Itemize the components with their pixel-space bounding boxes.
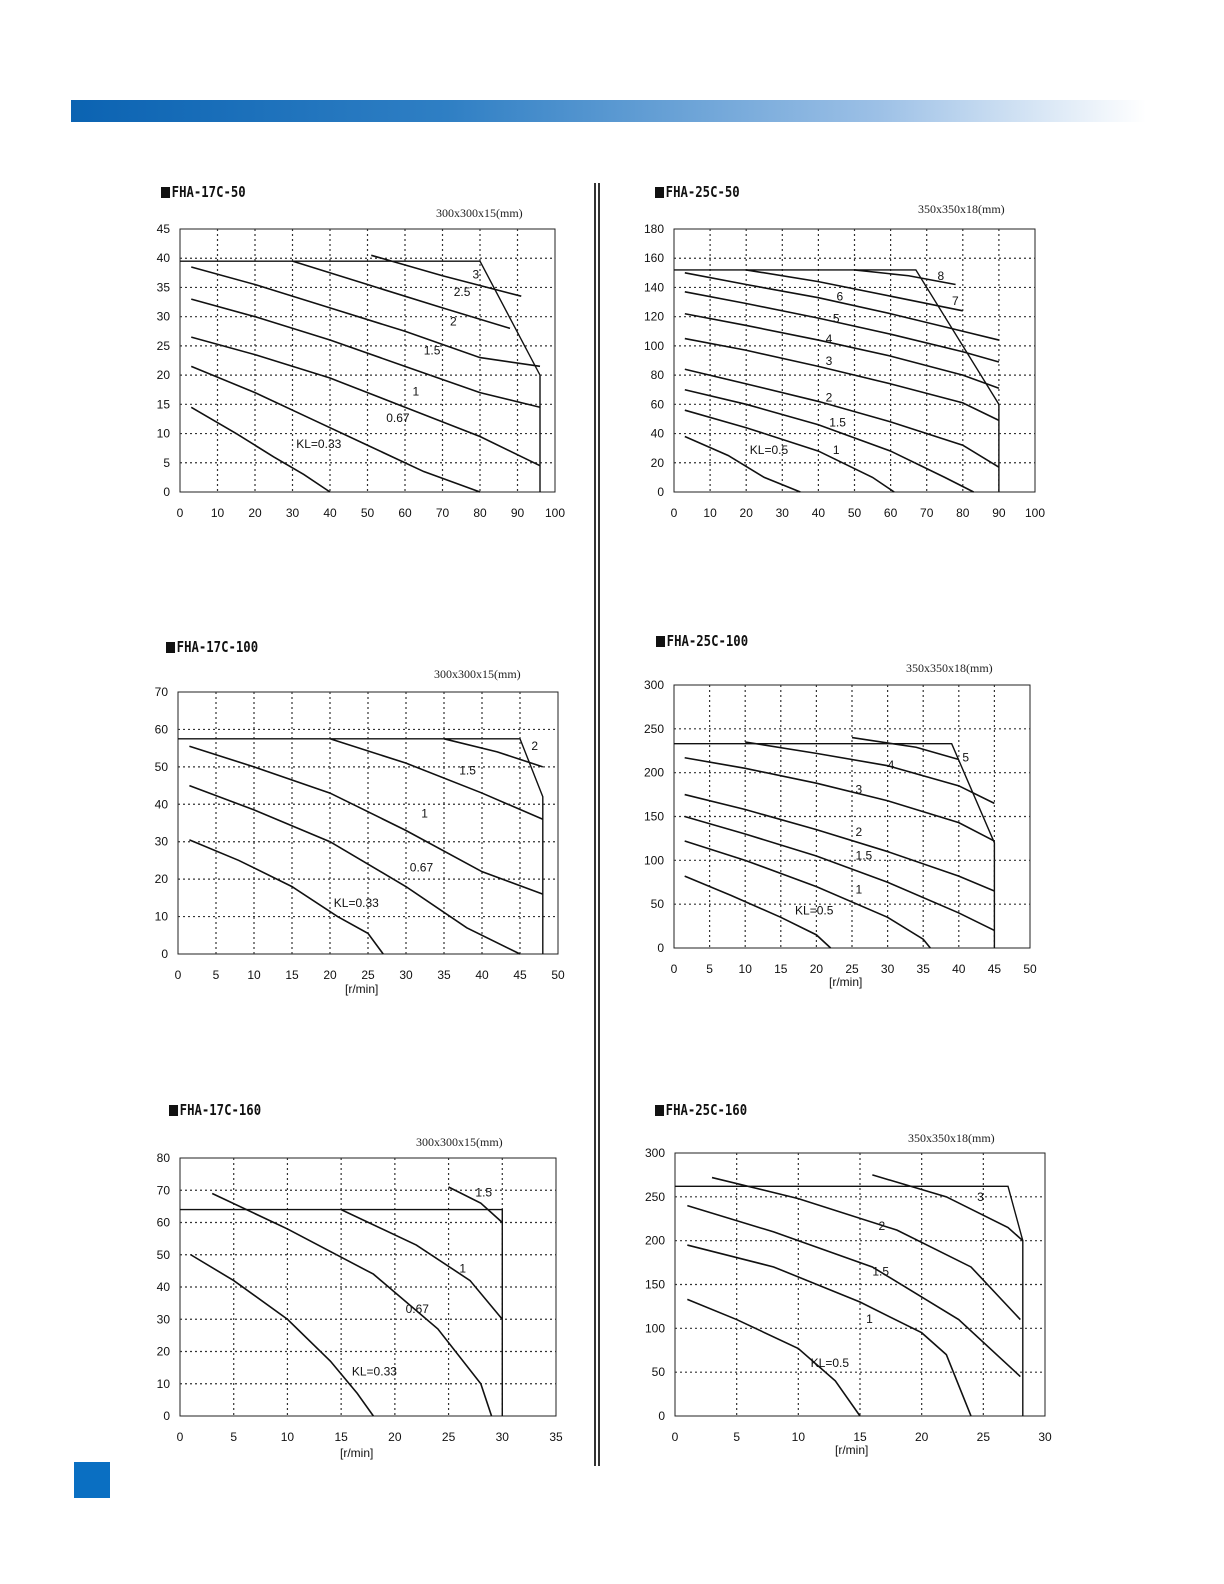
y-tick-label: 40	[154, 797, 168, 812]
y-tick-label: 200	[644, 1233, 665, 1248]
y-tick-label: 150	[644, 1277, 665, 1292]
y-tick-label: 30	[156, 309, 170, 324]
series-label: 5	[832, 311, 840, 326]
x-axis-label: [r/min]	[835, 1443, 869, 1457]
series-label: 6	[836, 289, 844, 304]
plot-frame	[674, 229, 1035, 492]
y-tick-label: 60	[156, 1215, 170, 1230]
series-line-3	[872, 1175, 1022, 1241]
x-tick-label: 10	[738, 962, 752, 976]
y-tick-label: 80	[156, 1151, 170, 1165]
series-label: 4	[887, 758, 895, 773]
x-tick-label: 15	[285, 968, 299, 982]
y-tick-label: 0	[161, 947, 168, 961]
plot-frame	[178, 692, 558, 954]
x-tick-label: 5	[212, 968, 220, 982]
y-tick-label: 40	[156, 1280, 170, 1294]
series-label: 1	[459, 1261, 467, 1276]
series-line-1	[685, 410, 894, 492]
y-tick-label: 10	[154, 909, 168, 924]
x-tick-label: 30	[1038, 1430, 1052, 1444]
series-line-5	[685, 289, 999, 362]
y-tick-label: 25	[156, 338, 170, 353]
x-tick-label: 30	[495, 1430, 509, 1444]
y-tick-label: 20	[650, 455, 664, 470]
series-line-4	[745, 742, 994, 803]
x-tick-label: 25	[845, 962, 859, 976]
x-tick-label: 10	[210, 506, 225, 520]
series-line-1	[687, 1245, 971, 1416]
y-tick-label: 10	[156, 426, 170, 441]
x-tick-label: 0	[671, 1430, 679, 1444]
x-tick-label: 20	[388, 1430, 402, 1444]
chart-title: FHA-25C-100	[656, 632, 748, 650]
x-tick-label: 0	[174, 968, 182, 982]
x-tick-label: 30	[285, 506, 300, 520]
column-divider-right-rule	[598, 183, 600, 1466]
series-label: 2	[450, 314, 457, 329]
series-line-5	[852, 738, 959, 760]
y-tick-label: 200	[643, 765, 664, 780]
series-label: 3	[472, 267, 480, 282]
series-line-1	[189, 746, 542, 894]
y-tick-label: 150	[643, 809, 664, 824]
y-tick-label: 50	[651, 1365, 665, 1380]
series-label: 1	[421, 806, 428, 821]
y-tick-label: 100	[643, 853, 664, 868]
x-tick-label: 100	[544, 506, 566, 520]
x-tick-label: 40	[475, 968, 489, 982]
y-tick-label: 100	[643, 338, 664, 353]
y-tick-label: 0	[163, 485, 170, 499]
x-tick-label: 0	[670, 506, 678, 520]
series-line-1.5	[449, 1187, 503, 1222]
y-tick-label: 140	[643, 280, 664, 295]
x-tick-label: 10	[247, 968, 261, 982]
series-line-1.5	[330, 739, 543, 819]
series-line-2	[712, 1178, 1020, 1320]
x-tick-label: 70	[920, 506, 934, 520]
y-tick-label: 0	[657, 485, 664, 499]
series-line-1.5	[685, 817, 995, 931]
series-line-3	[371, 255, 521, 296]
limit-line	[674, 744, 994, 948]
series-label: 1.5	[459, 763, 476, 778]
series-line-3	[685, 758, 995, 841]
y-tick-label: 60	[650, 397, 664, 412]
plot-frame	[675, 1153, 1045, 1416]
series-label: 1.5	[872, 1264, 890, 1279]
series-line-2	[685, 369, 999, 467]
series-line-8	[855, 270, 956, 285]
x-tick-label: 0	[670, 962, 678, 976]
y-tick-label: 180	[643, 222, 664, 236]
x-tick-label: 0	[176, 1430, 184, 1444]
x-tick-label: 5	[706, 962, 713, 976]
series-line-1	[191, 337, 540, 466]
series-line-1	[685, 841, 931, 948]
series-label: 2	[878, 1219, 886, 1234]
series-label: KL=0.5	[749, 443, 789, 458]
y-tick-label: 50	[650, 897, 664, 912]
x-tick-label: 70	[435, 506, 450, 520]
x-tick-label: 100	[1024, 506, 1046, 520]
x-tick-label: 40	[952, 962, 966, 976]
y-tick-label: 70	[154, 685, 168, 699]
x-tick-label: 20	[248, 506, 262, 520]
chart-title: FHA-17C-160	[169, 1101, 261, 1119]
y-tick-label: 300	[643, 678, 664, 692]
x-tick-label: 60	[883, 506, 898, 520]
series-line-kl0.33	[191, 1255, 374, 1416]
y-tick-label: 100	[644, 1321, 665, 1336]
plate-size-label: 350x350x18(mm)	[908, 1131, 995, 1145]
y-tick-label: 50	[154, 759, 168, 774]
series-label: 3	[977, 1190, 984, 1205]
x-tick-label: 35	[437, 968, 451, 982]
series-label: 1	[412, 384, 420, 399]
x-tick-label: 40	[323, 506, 337, 520]
y-tick-label: 40	[650, 426, 664, 441]
x-axis-label: [r/min]	[829, 975, 863, 989]
x-tick-label: 20	[739, 506, 753, 520]
x-tick-label: 10	[791, 1430, 806, 1444]
limit-line	[180, 1210, 502, 1416]
series-label: 2	[531, 739, 539, 754]
series-label: KL=0.33	[333, 896, 379, 911]
x-tick-label: 45	[987, 962, 1002, 976]
series-line-kl0.5	[685, 436, 801, 492]
x-tick-label: 10	[280, 1430, 295, 1444]
series-line-3	[685, 339, 999, 421]
series-label: 1	[866, 1312, 873, 1327]
y-tick-label: 20	[156, 1344, 170, 1359]
series-line-2	[191, 267, 540, 366]
series-label: 0.67	[409, 860, 434, 875]
series-label: 2	[825, 390, 833, 405]
x-tick-label: 90	[992, 506, 1006, 520]
series-label: 4	[825, 331, 833, 346]
x-tick-label: 20	[809, 962, 824, 976]
series-label: 8	[937, 269, 945, 284]
page-number-tab	[74, 1462, 110, 1498]
plot-frame	[674, 685, 1030, 948]
y-tick-label: 80	[650, 368, 664, 383]
series-label: KL=0.5	[795, 903, 834, 918]
x-tick-label: 35	[916, 962, 930, 976]
series-label: 0.67	[405, 1301, 429, 1316]
y-tick-label: 250	[643, 721, 664, 736]
series-label: 3	[825, 353, 833, 368]
limit-line	[178, 739, 543, 954]
x-tick-label: 50	[847, 506, 862, 520]
y-tick-label: 35	[156, 280, 170, 295]
y-tick-label: 160	[643, 251, 664, 266]
series-label: 1	[832, 443, 840, 458]
series-label: KL=0.33	[296, 437, 342, 452]
x-tick-label: 50	[551, 968, 565, 982]
chart-title: FHA-25C-50	[655, 183, 740, 201]
series-line-0.67	[191, 366, 480, 492]
y-tick-label: 5	[163, 455, 170, 470]
x-tick-label: 35	[549, 1430, 563, 1444]
y-tick-label: 0	[163, 1409, 170, 1423]
y-tick-label: 120	[643, 309, 664, 324]
series-line-kl0.5	[685, 876, 831, 948]
series-label: 2	[855, 824, 863, 839]
plate-size-label: 300x300x15(mm)	[436, 206, 523, 220]
series-label: 1.5	[423, 343, 441, 358]
series-label: 1	[855, 882, 863, 897]
y-tick-label: 60	[154, 722, 168, 737]
x-axis-label: [r/min]	[340, 1446, 374, 1460]
series-line-1.5	[191, 299, 540, 407]
x-tick-label: 80	[956, 506, 970, 520]
plate-size-label: 300x300x15(mm)	[434, 667, 521, 681]
series-line-4	[685, 311, 999, 389]
y-tick-label: 20	[154, 872, 168, 887]
x-tick-label: 15	[774, 962, 788, 976]
series-line-1.5	[687, 1206, 1020, 1377]
x-tick-label: 20	[323, 968, 337, 982]
series-line-0.67	[189, 786, 520, 954]
x-tick-label: 20	[914, 1430, 929, 1444]
series-line-2	[444, 739, 543, 767]
x-tick-label: 25	[441, 1430, 456, 1444]
x-tick-label: 50	[360, 506, 375, 520]
plate-size-label: 300x300x15(mm)	[416, 1135, 503, 1149]
x-tick-label: 30	[880, 962, 895, 976]
series-label: 1.5	[855, 848, 873, 863]
y-tick-label: 40	[156, 251, 170, 266]
x-tick-label: 30	[775, 506, 789, 520]
y-tick-label: 250	[644, 1189, 665, 1204]
x-tick-label: 10	[703, 506, 717, 520]
series-line-kl0.33	[191, 407, 330, 492]
series-line-kl0.33	[189, 840, 383, 954]
x-tick-label: 0	[176, 506, 184, 520]
plot-frame	[180, 1158, 556, 1416]
series-line-0.67	[212, 1193, 491, 1416]
plate-size-label: 350x350x18(mm)	[906, 661, 993, 675]
column-divider-left-rule	[594, 183, 596, 1466]
series-label: 1.5	[829, 415, 846, 430]
series-line-kl0.5	[687, 1299, 860, 1416]
series-line-7	[746, 270, 963, 311]
series-label: KL=0.33	[351, 1364, 397, 1379]
series-label: 7	[951, 293, 959, 308]
series-line-2.5	[293, 261, 511, 328]
limit-line	[674, 270, 999, 492]
chart-title: FHA-17C-100	[166, 638, 258, 656]
limit-line	[675, 1186, 1023, 1416]
x-tick-label: 30	[399, 968, 413, 982]
x-tick-label: 25	[361, 968, 375, 982]
y-tick-label: 30	[156, 1312, 170, 1327]
y-tick-label: 70	[156, 1183, 170, 1198]
limit-line	[180, 261, 540, 492]
series-label: 5	[962, 750, 970, 765]
x-tick-label: 45	[513, 968, 527, 982]
y-tick-label: 300	[644, 1146, 665, 1160]
series-label: 0.67	[386, 410, 410, 425]
series-line-1.5	[685, 390, 974, 492]
x-tick-label: 15	[853, 1430, 867, 1444]
y-tick-label: 50	[156, 1247, 170, 1262]
series-label: 3	[855, 782, 863, 797]
x-tick-label: 40	[811, 506, 826, 520]
chart-title: FHA-17C-50	[161, 183, 246, 201]
y-tick-label: 0	[657, 941, 664, 955]
header-gradient-bar	[71, 100, 1146, 122]
x-tick-label: 80	[473, 506, 487, 520]
plate-size-label: 350x350x18(mm)	[918, 202, 1005, 216]
x-tick-label: 5	[733, 1430, 741, 1444]
series-label: KL=0.5	[810, 1355, 850, 1370]
x-tick-label: 90	[510, 506, 525, 520]
plot-frame	[180, 229, 555, 492]
chart-title: FHA-25C-160	[655, 1101, 747, 1119]
y-tick-label: 10	[156, 1376, 170, 1391]
series-line-2	[685, 795, 995, 891]
x-tick-label: 5	[230, 1430, 238, 1444]
series-line-6	[685, 273, 999, 340]
x-tick-label: 50	[1023, 962, 1037, 976]
x-tick-label: 60	[398, 506, 412, 520]
y-tick-label: 30	[154, 834, 168, 849]
series-label: 1.5	[475, 1185, 493, 1200]
y-tick-label: 15	[156, 397, 170, 412]
x-tick-label: 15	[334, 1430, 348, 1444]
y-tick-label: 0	[658, 1409, 665, 1423]
series-label: 2.5	[453, 285, 471, 300]
series-line-1	[341, 1210, 502, 1320]
y-tick-label: 20	[156, 368, 170, 383]
x-tick-label: 25	[976, 1430, 991, 1444]
y-tick-label: 45	[156, 222, 170, 236]
x-axis-label: [r/min]	[345, 982, 379, 996]
